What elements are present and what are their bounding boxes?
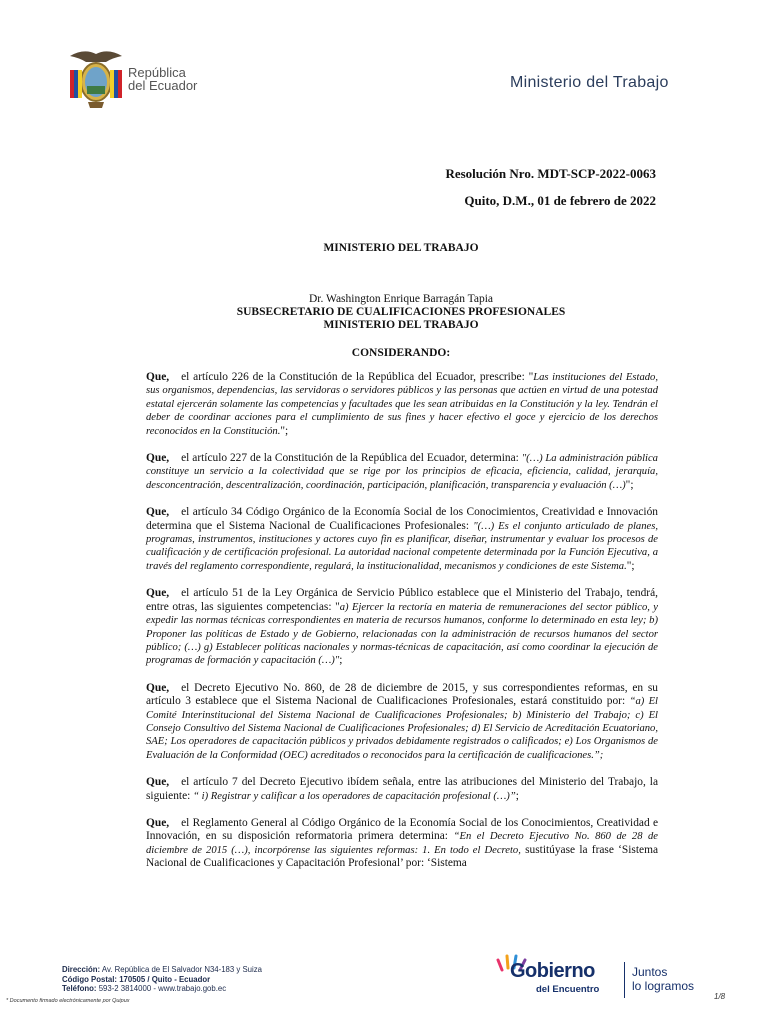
document-body (146, 371, 658, 885)
republica-line-2: del Ecuador (128, 78, 198, 93)
signer-name: Dr. Washington Enrique Barragán Tapia (308, 293, 494, 305)
codigo-postal-value: 170505 / Quito - Ecuador (119, 974, 211, 984)
republica-del-ecuador-logo (66, 46, 216, 112)
que-lead: Que, (146, 816, 170, 829)
paragraph-tail: "; (625, 478, 634, 491)
paragraph-quote: "(…) Es el conjunto articulado de planes, programas, instrumentos, instituciones y actores cuyo fin es planificar, diseñar, instrumentar y evaluar los procesos de cualificación y de certificación profesional. La autoridad nacional competente determinada por la Función Ejecutiva, a través del reglamento correspondiente, regulará, la institucionalidad, mecanismos y condiciones de este Sistema. (146, 520, 658, 572)
signer-position: SUBSECRETARIO DE CUALIFICACIONES PROFESIONALES (236, 306, 566, 318)
considerando-paragraph (146, 817, 658, 871)
signer-block (0, 293, 768, 332)
paragraph-tail: ; (515, 789, 519, 802)
paragraph-text: el Reglamento General al Código Orgánico de la Economía Social de los Conocimientos, Creatividad e Innovación, en su disposición reformatoria primera determina: (146, 816, 658, 843)
paragraph-text: el artículo 7 del Decreto Ejecutivo ibídem señala, entre las atribuciones del Ministerio del Trabajo, la siguiente: (146, 776, 658, 802)
paragraph-text: el Decreto Ejecutivo No. 860, de 28 de diciembre de 2015, y sus correspondientes reformas, en su artículo 3 establece que el Sistema Nacional de Cualificaciones Profesionales, estará constituido por: (146, 681, 658, 708)
paragraph-text: el artículo 227 de la Constitución de la República del Ecuador, determina: (181, 452, 522, 465)
gobierno-wordmark: Gobierno (510, 960, 595, 982)
republica-line-1: República (128, 65, 186, 80)
paragraph-tail: "; (280, 424, 289, 437)
telefono-value: 593-2 3814000 - www.trabajo.gob.ec (98, 984, 227, 994)
considerando-paragraph (146, 452, 658, 492)
paragraph-quote: "(…) La administración pública constituye un servicio a la colectividad que se rige por los principios de eficacia, eficiencia, calidad, jerarquía, desconcentración, descentralización, coordinación, participación, planificación, transparencia y evaluación (…) (146, 453, 658, 491)
paragraph-tail: sustitúyase la frase ‘Sistema Nacional de Cualificaciones y Capacitación Profesional’ por: ‘Sistema (146, 843, 659, 870)
que-lead: Que, (146, 587, 170, 600)
paragraph-quote: Las instituciones del Estado, sus organismos, dependencias, las servidoras o servidores públicos y las personas que actúen en virtud de una potestad estatal ejercerán solamente las competencias y facultades que les sean atribuidas en la Constitución y la ley. Tendrán el deber de coordinar acciones para el cumplimiento de sus fines y hacer efectivo el goce y ejercicio de los derechos reconocidos en la Constitución. (146, 372, 658, 437)
que-lead: Que, (146, 506, 170, 519)
footer-address (62, 965, 262, 994)
direccion-label: Dirección: (62, 965, 101, 974)
coat-of-arms-icon (66, 46, 126, 110)
resolution-date: Quito, D.M., 01 de febrero de 2022 (464, 193, 656, 208)
considerando-paragraph (146, 506, 658, 573)
del-encuentro-wordmark: del Encuentro (536, 984, 600, 995)
considerando-heading: CONSIDERANDO: (351, 347, 451, 359)
considerando-paragraph (146, 776, 658, 803)
paragraph-quote: “a) El Comité Interinstitucional del Sistema Nacional de Cualificaciones Profesionales; b) Ministerio del Trabajo; c) El Consejo Consultivo del Sistema Nacional de Cualificaciones Profesionales; d) El Servicio de Acreditación Ecuatoriano, SAE; Los operadores de capacitación públicos y privados debidamente registrados o calificados; e) Los Organismos de Evaluación de la Conformidad (OEC) acreditados o reconocidos para la certificación de cualificaciones.”; (146, 696, 659, 761)
considerando-paragraph (146, 587, 658, 667)
paragraph-quote: “ i) Registrar y calificar a los operadores de capacitación profesional (…)” (193, 790, 516, 802)
que-lead: Que, (146, 776, 170, 789)
considerando-paragraph (146, 371, 658, 438)
quipux-signature-note: * Documento firmado electrónicamente por Quipux (6, 998, 130, 1004)
slogan-line-2: lo logramos (632, 979, 695, 993)
logo-divider (624, 962, 625, 998)
paragraph-quote: a) Ejercer la rectoría en materia de remuneraciones del sector público, y expedir las normas técnicas correspondientes en materia de recursos humanos, conforme lo determinado en esta ley; b) Proponer las políticas de Estado y de Gobierno, relacionadas con la administración de recursos humanos del sector público; (…) g) Establecer políticas nacionales y normas-técnicas de capacitación, así como coordinar la ejecución de programas de formación y capacitación (…)" (146, 601, 658, 667)
paragraph-tail: "; (626, 559, 635, 572)
resolution-number: Resolución Nro. MDT-SCP-2022-0063 (445, 166, 656, 181)
paragraph-text: el artículo 34 Código Orgánico de la Economía Social de los Conocimientos, Creatividad e Innovación determina que el Sistema Nacional de Cualificaciones Profesionales: (146, 506, 658, 532)
ministry-title: MINISTERIO DEL TRABAJO (323, 242, 479, 254)
signer-ministry: MINISTERIO DEL TRABAJO (323, 319, 479, 331)
ministerio-del-trabajo-logo: Ministerio del Trabajo (510, 74, 669, 91)
direccion-value: Av. República de El Salvador N34-183 y Suiza (101, 965, 262, 974)
codigo-postal-label: Código Postal: (62, 974, 118, 984)
considerando-paragraph (146, 682, 658, 762)
que-lead: Que, (146, 681, 170, 694)
que-lead: Que, (146, 452, 170, 465)
que-lead: Que, (146, 371, 170, 383)
republica-wordmark (128, 66, 197, 92)
paragraph-quote: “En el Decreto Ejecutivo No. 860 de 28 de diciembre de 2015 (…), incorpórense las siguientes reformas: 1. En todo el Decreto, (146, 831, 658, 856)
gobierno-del-encuentro-logo (490, 952, 710, 1002)
slogan (632, 965, 694, 993)
paragraph-text: el artículo 51 de la Ley Orgánica de Servicio Público establece que el Ministerio del Trabajo, tendrá, entre otras, las siguientes competencias: " (146, 587, 658, 613)
paragraph-text: el artículo 226 de la Constitución de la República del Ecuador, prescribe: " (181, 371, 534, 383)
paragraph-tail: ; (339, 654, 343, 667)
page-number: 1/8 (714, 992, 726, 1001)
slogan-line-1: Juntos (632, 965, 668, 979)
telefono-label: Teléfono: (62, 984, 97, 994)
